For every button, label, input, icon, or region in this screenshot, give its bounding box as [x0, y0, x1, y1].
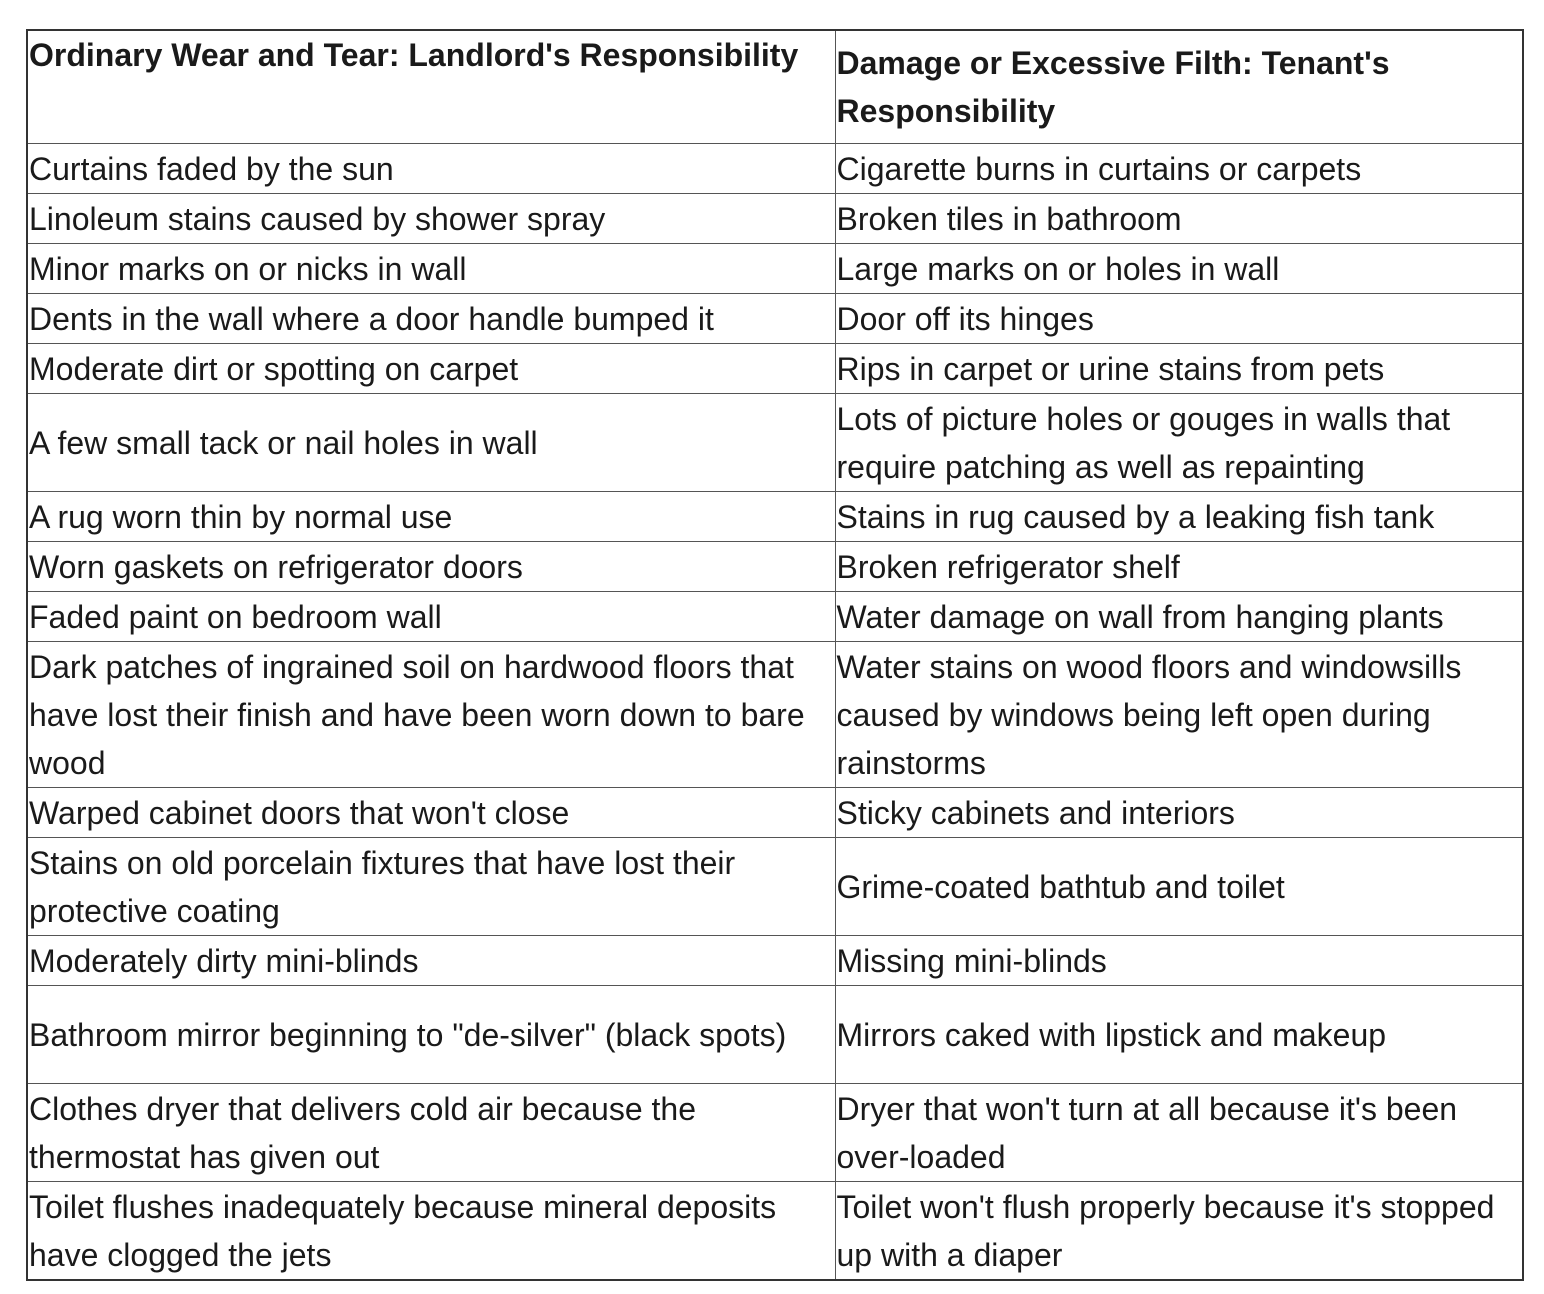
landlord-cell: Bathroom mirror beginning to "de-silver" (black spots) — [27, 986, 835, 1084]
landlord-cell: Linoleum stains caused by shower spray — [27, 194, 835, 244]
tenant-cell: Water damage on wall from hanging plants — [835, 592, 1523, 642]
tenant-cell: Large marks on or holes in wall — [835, 244, 1523, 294]
landlord-cell: Moderately dirty mini-blinds — [27, 936, 835, 986]
table-row — [27, 936, 1523, 986]
tenant-cell: Water stains on wood floors and windowsills caused by windows being left open during rainstorms — [835, 642, 1523, 788]
tenant-cell: Mirrors caked with lipstick and makeup — [835, 986, 1523, 1084]
tenant-cell: Broken refrigerator shelf — [835, 542, 1523, 592]
tenant-cell: Rips in carpet or urine stains from pets — [835, 344, 1523, 394]
table-row — [27, 642, 1523, 788]
landlord-cell: Dark patches of ingrained soil on hardwood floors that have lost their finish and have been worn down to bare wood — [27, 642, 835, 788]
table-row — [27, 394, 1523, 492]
landlord-cell: Faded paint on bedroom wall — [27, 592, 835, 642]
landlord-cell: A few small tack or nail holes in wall — [27, 394, 835, 492]
tenant-cell: Broken tiles in bathroom — [835, 194, 1523, 244]
table-row — [27, 294, 1523, 344]
tenant-cell: Grime-coated bathtub and toilet — [835, 838, 1523, 936]
tenant-cell: Door off its hinges — [835, 294, 1523, 344]
table-row — [27, 492, 1523, 542]
table-row — [27, 1084, 1523, 1182]
landlord-cell: Warped cabinet doors that won't close — [27, 788, 835, 838]
landlord-cell: A rug worn thin by normal use — [27, 492, 835, 542]
tenant-cell: Stains in rug caused by a leaking fish tank — [835, 492, 1523, 542]
table-row — [27, 1182, 1523, 1281]
tenant-cell: Lots of picture holes or gouges in walls that require patching as well as repainting — [835, 394, 1523, 492]
table-row — [27, 838, 1523, 936]
landlord-cell: Toilet flushes inadequately because mineral deposits have clogged the jets — [27, 1182, 835, 1281]
tenant-cell: Sticky cabinets and interiors — [835, 788, 1523, 838]
landlord-cell: Clothes dryer that delivers cold air because the thermostat has given out — [27, 1084, 835, 1182]
landlord-cell: Dents in the wall where a door handle bumped it — [27, 294, 835, 344]
wear-and-tear-table — [26, 29, 1524, 1281]
landlord-cell: Curtains faded by the sun — [27, 144, 835, 194]
table-header-row — [27, 30, 1523, 144]
table-row — [27, 144, 1523, 194]
table-row — [27, 592, 1523, 642]
tenant-cell: Dryer that won't turn at all because it's been over-loaded — [835, 1084, 1523, 1182]
table-row — [27, 788, 1523, 838]
clipped-link-text[interactable] — [0, 0, 1544, 8]
table-row — [27, 194, 1523, 244]
table-row — [27, 986, 1523, 1084]
header-tenant-responsibility: Damage or Excessive Filth: Tenant's Responsibility — [835, 30, 1523, 144]
tenant-cell: Cigarette burns in curtains or carpets — [835, 144, 1523, 194]
table-row — [27, 344, 1523, 394]
header-landlord-responsibility: Ordinary Wear and Tear: Landlord's Responsibility — [27, 30, 835, 144]
tenant-cell: Toilet won't flush properly because it's stopped up with a diaper — [835, 1182, 1523, 1281]
landlord-cell: Worn gaskets on refrigerator doors — [27, 542, 835, 592]
clipped-link-glyphs — [22, 0, 31, 8]
table-row — [27, 542, 1523, 592]
tenant-cell: Missing mini-blinds — [835, 936, 1523, 986]
landlord-cell: Minor marks on or nicks in wall — [27, 244, 835, 294]
landlord-cell: Moderate dirt or spotting on carpet — [27, 344, 835, 394]
table-row — [27, 244, 1523, 294]
landlord-cell: Stains on old porcelain fixtures that have lost their protective coating — [27, 838, 835, 936]
